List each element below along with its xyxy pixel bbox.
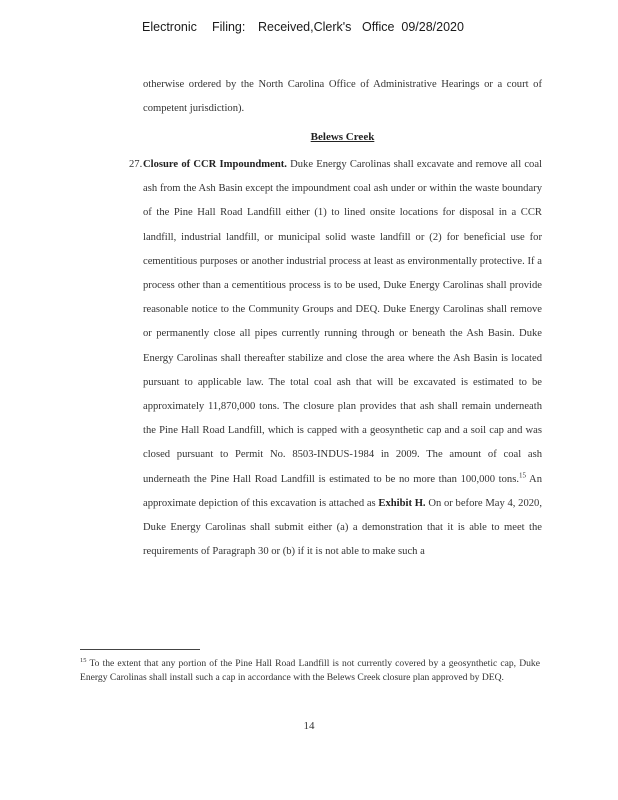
stamp-word-electronic: Electronic: [142, 20, 197, 34]
stamp-date: 09/28/2020: [401, 20, 464, 34]
paragraph-text-c: On or before May 4, 2020, Duke Energy Carolinas shall submit either (a) a demonstration that it is able to meet the requirements of Paragraph 30 or (b) if it is not able to make such a: [143, 497, 542, 558]
footnote-ref: 15: [518, 471, 526, 480]
footnote-divider: [80, 649, 200, 650]
page-number: 14: [303, 720, 315, 732]
footnote-text: To the extent that any portion of the Pine Hall Road Landfill is not currently covered by a geosynthetic cap, Duke Energy Carolinas shall install such a cap in accordance with the Belews Creek closure plan approved by DEQ.: [80, 658, 540, 683]
paragraph-27: [129, 153, 542, 564]
paragraph-text-a: Duke Energy Carolinas shall excavate and remove all coal ash from the Ash Basin except the impoundment coal ash under or within the waste boundary of the Pine Hall Road Landfill either (1) to lined onsite locations for disposal in a CCR landfill, industrial landfill, or municipal solid waste landfill or (2) for beneficial use for cementitious purposes or another industrial process at least as environmentally protective. If a process other than a cementitious process is to be used, Duke Energy Carolinas shall provide reasonable notice to the Community Groups and DEQ. Duke Energy Carolinas shall remove or permanently close all pipes currently running through or beneath the Ash Basin. Duke Energy Carolinas shall thereafter stabilize and close the area where the Ash Basin is located pursuant to applicable law. The total coal ash that will be excavated is estimated to be approximately 11,870,000 tons. The closure plan provides that ash shall remain underneath the Pine Hall Road Landfill, which is capped with a geosynthetic cap and a soil cap and was closed pursuant to Permit No. 8503-INDUS-1984 in 2009. The amount of coal ash underneath the Pine Hall Road Landfill is estimated to be no more than 100,000 tons.: [143, 159, 542, 485]
stamp-word-filing: Filing:: [212, 20, 246, 34]
stamp-word-received: Received,Clerk's: [258, 20, 352, 34]
paragraph-text-b: An approximate depiction of this excavation is attached as: [143, 473, 542, 509]
stamp-word-office: Office: [362, 20, 395, 34]
filing-stamp: [142, 20, 482, 34]
exhibit-label: Exhibit H.: [378, 497, 426, 509]
paragraph-number: 27.: [129, 159, 143, 170]
footnote: [80, 657, 540, 684]
section-heading: Belews Creek: [310, 131, 375, 143]
paragraph-title: Closure of CCR Impoundment.: [143, 159, 287, 170]
footnote-number: 15: [80, 656, 87, 664]
continuation-text: otherwise ordered by the North Carolina Office of Administrative Hearings or a court of competent jurisdiction).: [143, 79, 542, 115]
